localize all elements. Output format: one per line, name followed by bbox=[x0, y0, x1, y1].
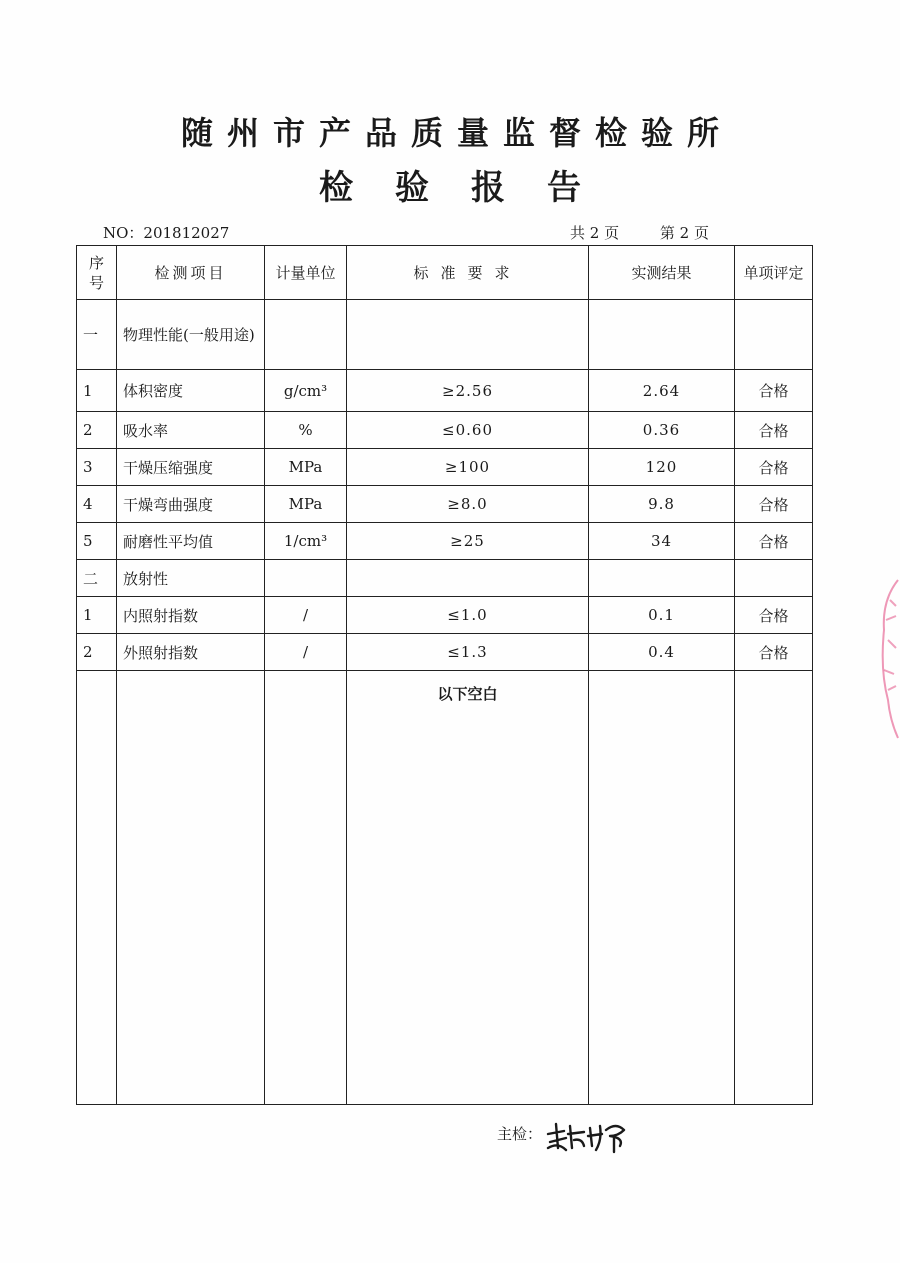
row-evaluation: 合格 bbox=[735, 634, 813, 671]
row-result: 9.8 bbox=[589, 486, 735, 523]
row-seq: 5 bbox=[77, 523, 117, 560]
report-number: NO：201812027 bbox=[103, 224, 230, 242]
header-seq: 序号 bbox=[77, 246, 117, 300]
row-item: 体积密度 bbox=[117, 370, 265, 412]
group-name: 物理性能(一般用途) bbox=[117, 300, 265, 370]
blank-note: 以下空白 bbox=[437, 685, 498, 703]
header-item: 检测项目 bbox=[117, 246, 265, 300]
row-standard: ≥2.56 bbox=[347, 370, 589, 412]
inspector-label: 主检： bbox=[497, 1124, 543, 1143]
row-evaluation: 合格 bbox=[735, 486, 813, 523]
table-row bbox=[77, 486, 813, 523]
row-unit: % bbox=[265, 412, 347, 449]
row-result: 0.1 bbox=[589, 597, 735, 634]
table-row bbox=[77, 370, 813, 412]
row-item: 干燥压缩强度 bbox=[117, 449, 265, 486]
table-header-row bbox=[77, 246, 813, 300]
row-seq: 1 bbox=[77, 370, 117, 412]
handwritten-signature bbox=[544, 1112, 634, 1154]
page-current: 第 2 页 bbox=[659, 224, 709, 242]
row-evaluation: 合格 bbox=[735, 449, 813, 486]
row-unit: / bbox=[265, 597, 347, 634]
row-seq: 4 bbox=[77, 486, 117, 523]
group-seq: 二 bbox=[77, 560, 117, 597]
header-result: 实测结果 bbox=[589, 246, 735, 300]
group-row bbox=[77, 300, 813, 370]
blank-row bbox=[77, 671, 813, 1105]
row-standard: ≥25 bbox=[347, 523, 589, 560]
pages-total: 共 2 页 bbox=[570, 224, 620, 242]
red-seal-stamp bbox=[870, 570, 900, 740]
header-unit: 计量单位 bbox=[265, 246, 347, 300]
doc-title: 检验报告 bbox=[319, 168, 623, 208]
table-row bbox=[77, 634, 813, 671]
table-row bbox=[77, 449, 813, 486]
row-unit: 1/cm³ bbox=[265, 523, 347, 560]
group-seq: 一 bbox=[77, 300, 117, 370]
row-item: 外照射指数 bbox=[117, 634, 265, 671]
row-unit: / bbox=[265, 634, 347, 671]
row-item: 吸水率 bbox=[117, 412, 265, 449]
row-result: 120 bbox=[589, 449, 735, 486]
page-info bbox=[570, 222, 709, 243]
header-evaluation: 单项评定 bbox=[735, 246, 813, 300]
row-standard: ≤0.60 bbox=[347, 412, 589, 449]
table-row bbox=[77, 523, 813, 560]
row-result: 2.64 bbox=[589, 370, 735, 412]
row-standard: ≤1.3 bbox=[347, 634, 589, 671]
row-unit: g/cm³ bbox=[265, 370, 347, 412]
row-item: 干燥弯曲强度 bbox=[117, 486, 265, 523]
row-result: 34 bbox=[589, 523, 735, 560]
row-result: 0.36 bbox=[589, 412, 735, 449]
row-evaluation: 合格 bbox=[735, 412, 813, 449]
row-seq: 1 bbox=[77, 597, 117, 634]
inspector-signature-block bbox=[497, 1112, 634, 1154]
inspection-table bbox=[76, 245, 813, 1105]
row-standard: ≥100 bbox=[347, 449, 589, 486]
row-item: 耐磨性平均值 bbox=[117, 523, 265, 560]
row-result: 0.4 bbox=[589, 634, 735, 671]
row-seq: 2 bbox=[77, 634, 117, 671]
row-unit: MPa bbox=[265, 449, 347, 486]
org-title: 随州市产品质量监督检验所 bbox=[180, 114, 733, 152]
row-evaluation: 合格 bbox=[735, 523, 813, 560]
row-seq: 2 bbox=[77, 412, 117, 449]
row-seq: 3 bbox=[77, 449, 117, 486]
header-standard: 标准要求 bbox=[347, 246, 589, 300]
table-row bbox=[77, 412, 813, 449]
row-standard: ≤1.0 bbox=[347, 597, 589, 634]
group-name: 放射性 bbox=[117, 560, 265, 597]
row-standard: ≥8.0 bbox=[347, 486, 589, 523]
row-evaluation: 合格 bbox=[735, 597, 813, 634]
row-unit: MPa bbox=[265, 486, 347, 523]
row-evaluation: 合格 bbox=[735, 370, 813, 412]
group-row bbox=[77, 560, 813, 597]
row-item: 内照射指数 bbox=[117, 597, 265, 634]
table-row bbox=[77, 597, 813, 634]
